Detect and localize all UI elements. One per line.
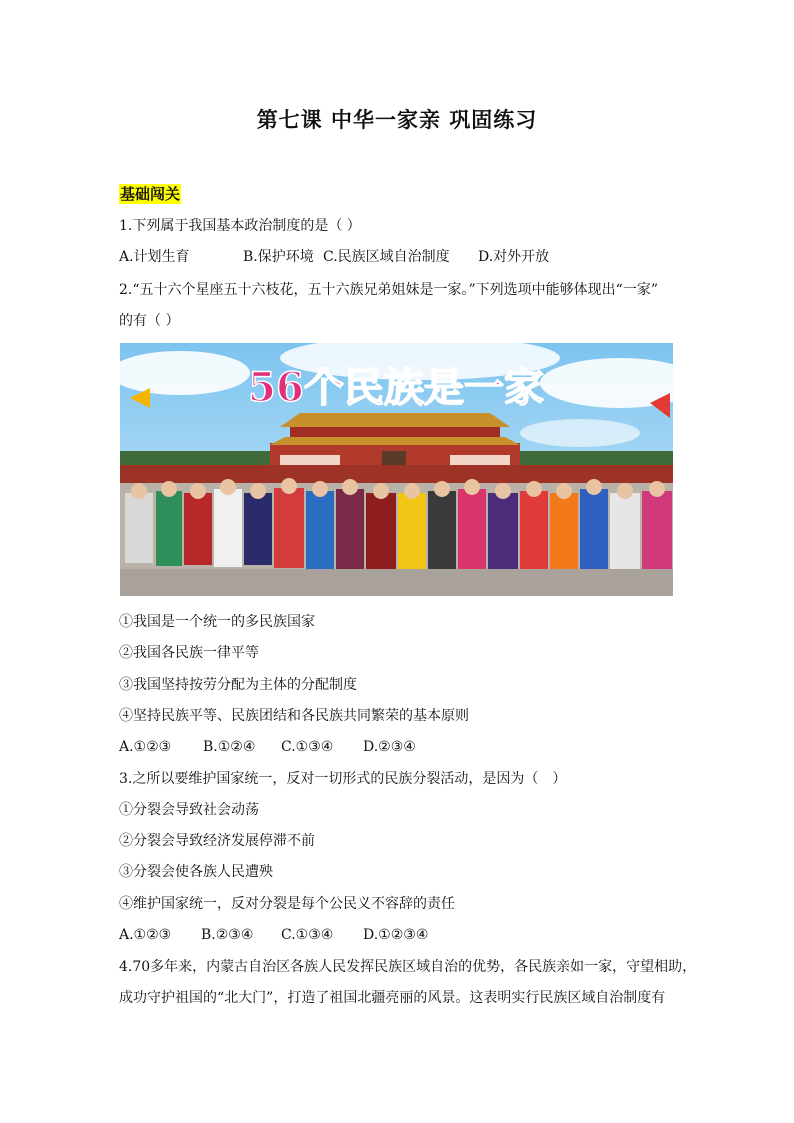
question-3-item-2: ②分裂会导致经济发展停滞不前	[119, 833, 315, 849]
option-a: A.计划生育	[119, 249, 190, 265]
option-c: C.①③④	[281, 927, 334, 943]
option-d: D.①②③④	[363, 927, 429, 943]
option-a: A.①②③	[119, 927, 172, 943]
question-2-stem-line1: 2.“五十六个星座五十六枝花，五十六族兄弟姐妹是一家。”下列选项中能够体现出“一家”	[119, 282, 658, 298]
question-4-line1: 4.70多年来，内蒙古自治区各族人民发挥民族区域自治的优势，各民族亲如一家，守望相助，	[119, 959, 697, 975]
question-2-item-3: ③我国坚持按劳分配为主体的分配制度	[119, 677, 357, 693]
question-4-line2: 成功守护祖国的“北大门”，打造了祖国北疆亮丽的风景。这表明实行民族区域自治制度有	[119, 990, 666, 1006]
option-b: B.保护环境	[243, 249, 314, 265]
option-b: B.①②④	[203, 739, 256, 755]
option-c: C.①③④	[281, 739, 334, 755]
question-1-options	[119, 247, 549, 267]
question-3-options	[119, 925, 428, 945]
option-b: B.②③④	[201, 927, 254, 943]
question-2-stem-line2: 的有（ ）	[119, 313, 180, 329]
question-3-item-3: ③分裂会使各族人民遭殃	[119, 864, 273, 880]
option-a: A.①②③	[119, 739, 172, 755]
question-3-stem: 3.之所以要维护国家统一，反对一切形式的民族分裂活动，是因为（ ）	[119, 771, 567, 787]
question-2-options	[119, 737, 416, 757]
question-3-item-1: ①分裂会导致社会动荡	[119, 802, 259, 818]
question-2-item-2: ②我国各民族一律平等	[119, 645, 259, 661]
question-1-stem: 1.下列属于我国基本政治制度的是（ ）	[119, 218, 361, 234]
ethnic-unity-photo	[120, 343, 673, 596]
section-heading: 基础闯关	[120, 185, 181, 203]
question-2-item-1: ①我国是一个统一的多民族国家	[119, 614, 315, 630]
option-c: C.民族区域自治制度	[323, 249, 450, 265]
photo-banner-text: 56个民族是一家	[248, 364, 544, 411]
question-2-item-4: ④坚持民族平等、民族团结和各民族共同繁荣的基本原则	[119, 708, 469, 724]
question-3-item-4: ④维护国家统一，反对分裂是每个公民义不容辞的责任	[119, 896, 455, 912]
option-d: D.对外开放	[478, 249, 550, 265]
option-d: D.②③④	[363, 739, 416, 755]
page-title: 第七课 中华一家亲 巩固练习	[256, 107, 538, 132]
